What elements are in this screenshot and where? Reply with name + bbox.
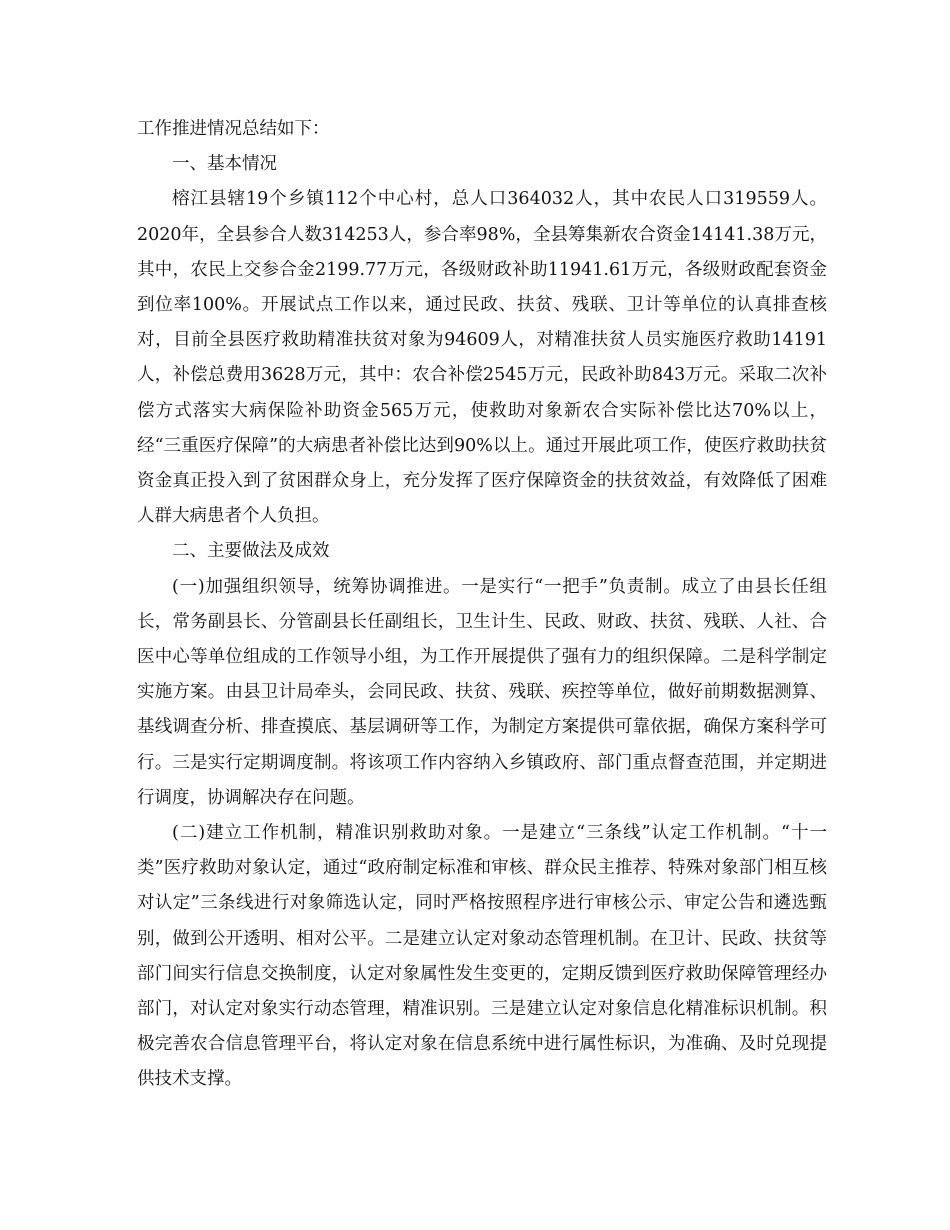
document-body bbox=[137, 112, 827, 1098]
section-heading-basic-situation: 一、基本情况 bbox=[172, 154, 277, 175]
paragraph-basic-situation: 榕江县辖19个乡镇112个中心村，总人口364032人，其中农民人口319559人。2020年，全县参合人数314253人，参合率98%，全县筹集新农合资金14141.38万元，其中，农民上交参合金2199.77万元，各级财政补助11941.61万元，各级财政配套资金到位率100%。开展试点工作以来，通过民政、扶贫、残联、卫计等单位的认真排查核对，目前全县医疗救助精准扶贫对象为94609人，对精准扶贫人员实施医疗救助14191人，补偿总费用3628万元，其中：农合补偿2545万元，民政补助843万元。采取二次补偿方式落实大病保险补助资金565万元，使救助对象新农合实际补偿比达70%以上，经“三重医疗保障”的大病患者补偿比达到90%以上。通过开展此项工作，使医疗救助扶贫资金真正投入到了贫困群众身上，充分发挥了医疗保障资金的扶贫效益，有效降低了困难人群大病患者个人负担。 bbox=[137, 189, 827, 527]
paragraph-organization-leadership: (一)加强组织领导，统筹协调推进。一是实行“一把手”负责制。成立了由县长任组长，常务副县长、分管副县长任副组长，卫生计生、民政、财政、扶贫、残联、人社、合医中心等单位组成的工作领导小组，为工作开展提供了强有力的组织保障。二是科学制定实施方案。由县卫计局牵头，会同民政、扶贫、残联、疾控等单位，做好前期数据测算、基线调查分析、排查摸底、基层调研等工作，为制定方案提供可靠依据，确保方案科学可行。三是实行定期调度制。将该项工作内容纳入乡镇政府、部门重点督查范围，并定期进行调度，协调解决存在问题。 bbox=[137, 576, 827, 808]
section-heading-main-practices: 二、主要做法及成效 bbox=[172, 541, 330, 562]
paragraph-work-mechanism: (二)建立工作机制，精准识别救助对象。一是建立“三条线”认定工作机制。“十一类”医疗救助对象认定，通过“政府制定标准和审核、群众民主推荐、特殊对象部门相互核对认定”三条线进行对象筛选认定，同时严格按照程序进行审核公示、审定公告和遴选甄别，做到公开透明、相对公平。二是建立认定对象动态管理机制。在卫计、民政、扶贫等部门间实行信息交换制度，认定对象属性发生变更的，定期反馈到医疗救助保障管理经办部门，对认定对象实行动态管理，精准识别。三是建立认定对象信息化精准标识机制。积极完善农合信息管理平台，将认定对象在信息系统中进行属性标识，为准确、及时兑现提供技术支撑。 bbox=[137, 823, 827, 1090]
intro-line: 工作推进情况总结如下： bbox=[137, 119, 330, 139]
